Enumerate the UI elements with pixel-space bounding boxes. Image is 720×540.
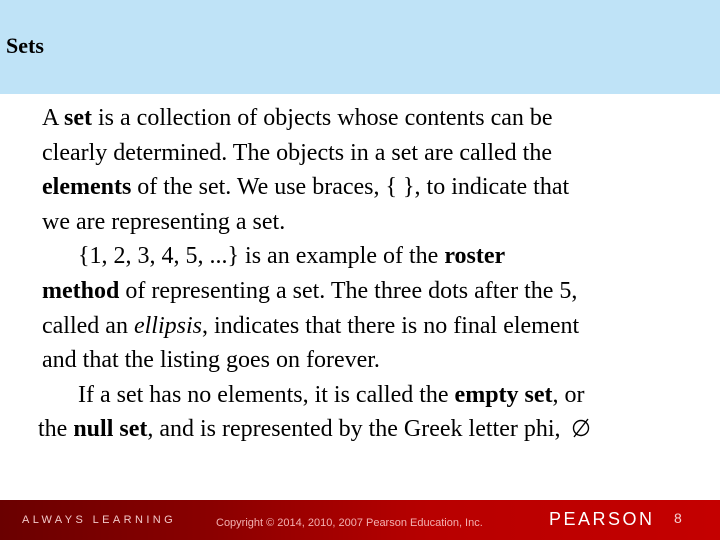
text-segment: and that the listing goes on forever. bbox=[42, 347, 380, 374]
bold-term: roster bbox=[444, 243, 506, 270]
bold-term: null set bbox=[73, 416, 148, 443]
title-bar bbox=[0, 0, 720, 94]
text-line bbox=[38, 412, 692, 447]
bold-term: empty set bbox=[454, 381, 553, 408]
text-segment: {1, 2, 3, 4, 5, ...} is an example of the bbox=[78, 243, 445, 270]
footer-copyright: Copyright © 2014, 2010, 2007 Pearson Education, Inc. bbox=[216, 517, 483, 529]
text-line bbox=[78, 239, 692, 274]
text-line bbox=[42, 101, 692, 136]
text-line bbox=[42, 378, 692, 413]
text-segment: , indicates that there is no final element bbox=[201, 312, 580, 339]
footer-tagline: ALWAYS LEARNING bbox=[22, 514, 177, 526]
paragraph-empty-set bbox=[38, 378, 692, 447]
footer-brand-logo: PEARSON bbox=[549, 509, 655, 529]
text-segment: A bbox=[42, 105, 65, 131]
bold-term: set bbox=[64, 105, 92, 131]
paragraph-set-definition bbox=[42, 101, 692, 239]
bold-term: method bbox=[42, 277, 120, 304]
empty-set-icon bbox=[571, 415, 591, 437]
text-segment: , and is represented by the Greek letter phi, bbox=[147, 416, 567, 443]
text-segment: is a collection of objects whose contents can be bbox=[92, 105, 553, 131]
text-segment: we are representing a set. bbox=[42, 208, 286, 235]
bold-term: elements bbox=[42, 174, 132, 201]
text-line bbox=[42, 170, 692, 205]
slide-body bbox=[38, 101, 692, 447]
slide-title: Sets bbox=[6, 33, 44, 58]
text-segment: of the set. We use braces, { }, to indicate that bbox=[131, 174, 570, 201]
text-line bbox=[42, 309, 692, 344]
text-segment: of representing a set. The three dots after the 5, bbox=[119, 277, 578, 304]
text-segment: clearly determined. The objects in a set are called the bbox=[42, 139, 552, 166]
text-segment: , or bbox=[552, 381, 585, 408]
text-line bbox=[42, 274, 692, 309]
text-line bbox=[42, 136, 692, 171]
paragraph-roster-method bbox=[42, 239, 692, 377]
footer-bar bbox=[0, 500, 720, 540]
page-number: 8 bbox=[674, 510, 682, 526]
text-segment: If a set has no elements, it is called the bbox=[78, 381, 455, 408]
text-segment: the bbox=[38, 416, 74, 443]
italic-term: ellipsis bbox=[133, 312, 202, 339]
text-line bbox=[42, 343, 692, 378]
text-line bbox=[42, 205, 692, 240]
text-segment: called an bbox=[42, 312, 134, 339]
